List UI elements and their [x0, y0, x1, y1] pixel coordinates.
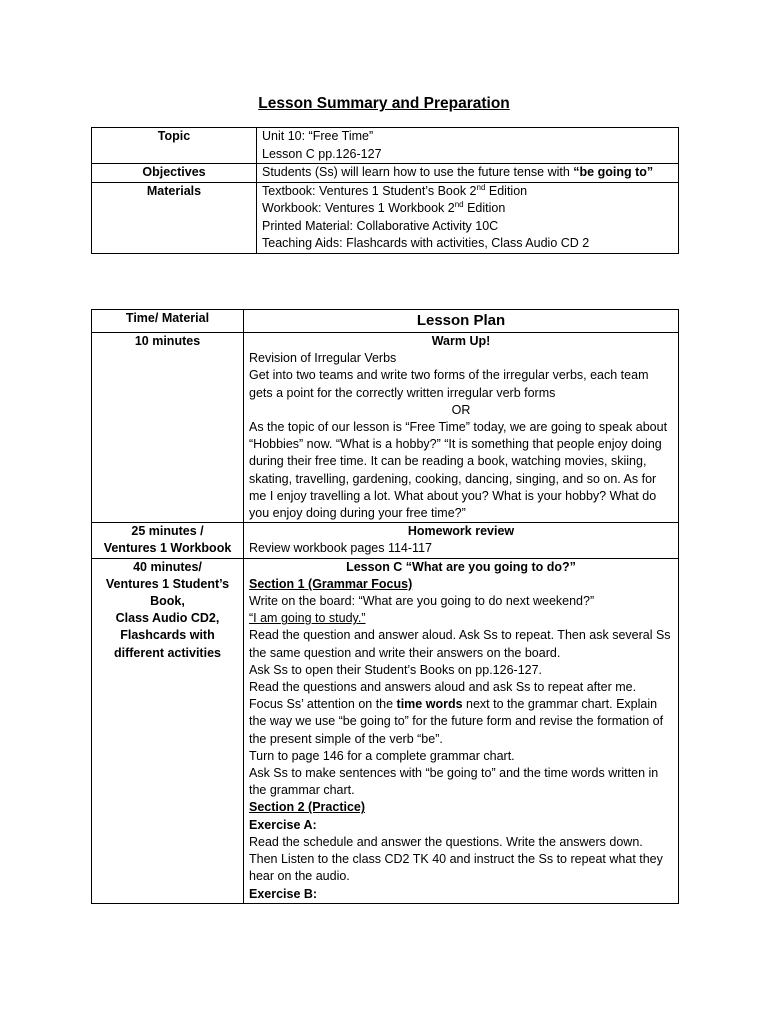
table-row	[92, 333, 679, 523]
lesson-c-heading: Lesson C “What are you going to do?”	[346, 559, 576, 574]
topic-line: Lesson C pp.126-127	[262, 146, 382, 161]
exercise-b-label: Exercise B:	[249, 886, 318, 901]
objectives-value	[257, 164, 679, 183]
exercise-a-label: Exercise A:	[249, 817, 317, 832]
row-time: 10 minutes	[92, 333, 244, 523]
text-line: Turn to page 146 for a complete grammar chart.	[249, 748, 515, 763]
table-row	[92, 558, 679, 903]
objectives-emphasis: “be going to”	[573, 165, 654, 179]
text-line: Ask Ss to make sentences with “be going to” and the time words written in the grammar chart.	[249, 766, 659, 798]
objectives-label: Objectives	[92, 164, 257, 183]
topic-label: Topic	[92, 128, 257, 164]
text-line: Write on the board: “What are you going to do next weekend?”	[249, 594, 595, 609]
lesson-plan-table	[91, 309, 679, 904]
row-content	[244, 523, 679, 558]
text-line: “I am going to study.”	[249, 611, 366, 626]
materials-value	[257, 182, 679, 253]
warm-up-paragraph: As the topic of our lesson is “Free Time” today, we are going to speak about “Hobbies” now. “What is a hobby?” “It is something that people enjoy doing during their free time. It can be reading a book, watching movies, skiing, skating, travelling, gardening, cooking, dancing, singing, and so on. As for me I enjoy travelling a lot. What about you? What is your hobby? What do you enjoy doing during your free time?”	[249, 420, 668, 521]
materials-label: Materials	[92, 182, 257, 253]
table-header-row	[92, 310, 679, 333]
warm-up-heading: Warm Up!	[431, 334, 491, 348]
material-teaching-aids: Teaching Aids: Flashcards with activities, Class Audio CD 2	[262, 236, 590, 250]
homework-heading: Homework review	[407, 524, 515, 539]
table-row	[92, 523, 679, 558]
text-line: Review workbook pages 114-117	[249, 541, 432, 556]
topic-value	[257, 128, 679, 164]
text-line: Read the schedule and answer the questions. Write the answers down. Then Listen to the class CD2 TK 40 and instruct the Ss to repeat what they hear on the audio.	[249, 834, 663, 884]
row-content	[244, 333, 679, 523]
text-line: Revision of Irregular Verbs	[249, 351, 397, 366]
header-lesson-plan: Lesson Plan	[244, 310, 679, 333]
table-row	[92, 182, 679, 253]
row-time: 40 minutes/ Ventures 1 Student’s Book, Class Audio CD2, Flashcards with different activities	[92, 558, 244, 903]
header-time-material: Time/ Material	[92, 310, 244, 333]
material-printed: Printed Material: Collaborative Activity 10C	[262, 218, 499, 233]
summary-table	[91, 127, 679, 254]
row-time: 25 minutes / Ventures 1 Workbook	[92, 523, 244, 558]
table-row	[92, 128, 679, 164]
section-2-heading: Section 2 (Practice)	[249, 800, 366, 815]
material-workbook: Workbook: Ventures 1 Workbook 2nd Edition	[262, 199, 506, 215]
topic-line: Unit 10: “Free Time”	[262, 129, 374, 143]
or-divider: OR	[451, 402, 471, 417]
objectives-text: Students (Ss) will learn how to use the future tense with	[262, 165, 574, 179]
text-line: Focus Ss’ attention on the time words next to the grammar chart. Explain the way we use “be going to” for the future form and revise the formation of the present simple of the verb “be”.	[249, 697, 664, 746]
material-textbook: Textbook: Ventures 1 Student’s Book 2nd Edition	[262, 182, 528, 198]
text-line: Read the questions and answers aloud and ask Ss to repeat after me.	[249, 680, 637, 695]
text-line: Read the question and answer aloud. Ask Ss to repeat. Then ask several Ss the same question and write their answers on the board.	[249, 628, 671, 660]
page-title: Lesson Summary and Preparation	[258, 95, 510, 112]
row-content	[244, 558, 679, 903]
section-1-heading: Section 1 (Grammar Focus)	[249, 576, 413, 591]
table-row	[92, 164, 679, 183]
text-line: Get into two teams and write two forms of the irregular verbs, each team gets a point for the correctly written irregular verb forms	[249, 368, 649, 400]
text-line: Ask Ss to open their Student’s Books on pp.126-127.	[249, 662, 543, 677]
